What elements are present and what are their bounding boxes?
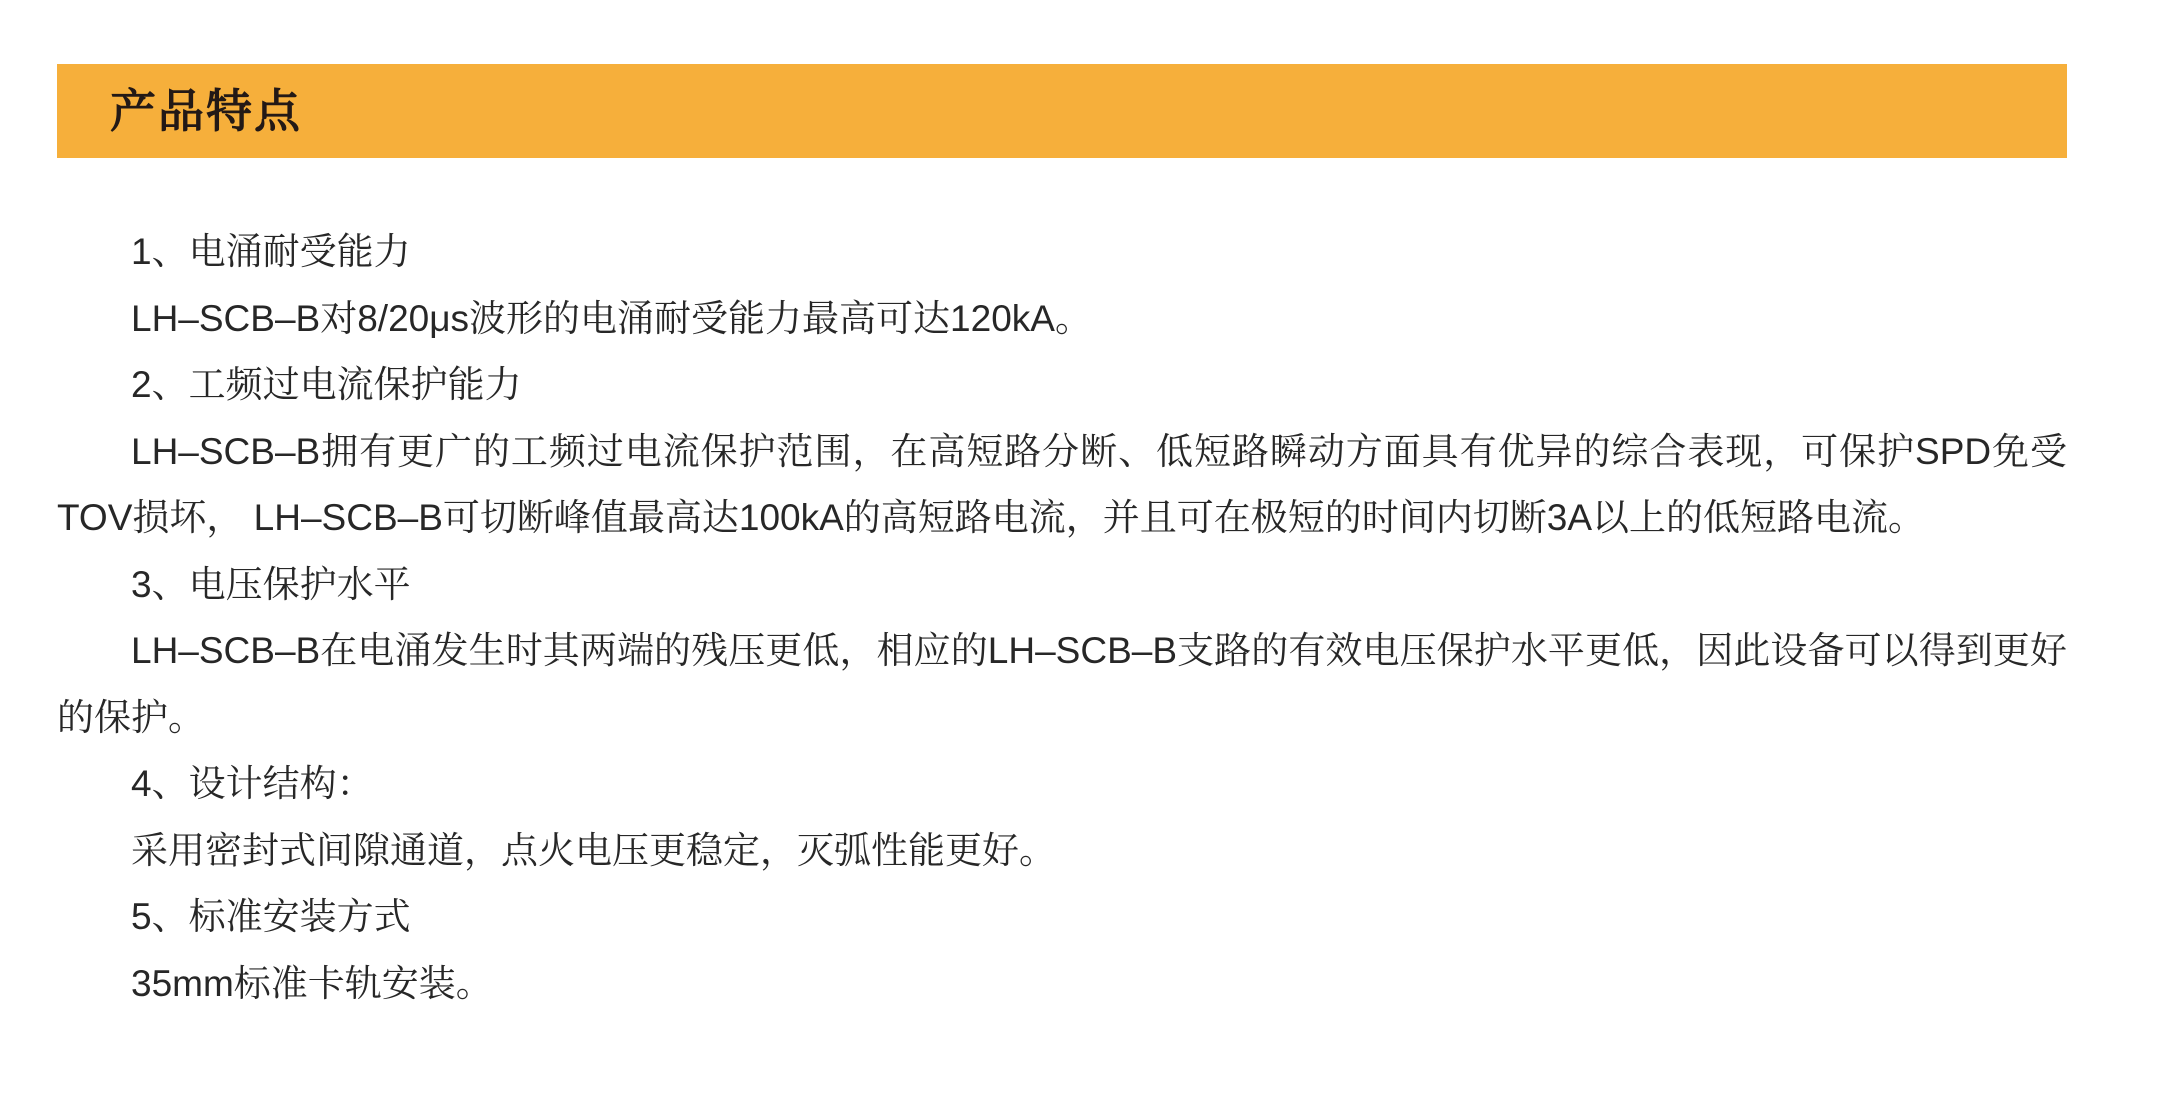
section-title: 产品特点 (110, 85, 302, 137)
feature-5-body: 35mm标准卡轨安装。 (131, 962, 493, 1004)
feature-2-heading: 2、工频过电流保护能力 (131, 364, 522, 405)
section-header-banner (57, 64, 2067, 158)
feature-4-heading: 4、设计结构： (131, 763, 374, 804)
feature-4-body: 采用密封式间隙通道，点火电压更稳定，灭弧性能更好。 (131, 829, 1056, 871)
feature-list (57, 219, 2067, 1017)
feature-2-body: LH–SCB–B拥有更广的工频过电流保护范围，在高短路分断、低短路瞬动方面具有优异的综合表现，可保护SPD免受TOV损坏， LH–SCB–B可切断峰值最高达100kA的高短路电流，并且可在极短的时间内切断3A以上的低短路电流。 (57, 430, 2067, 538)
feature-3-heading: 3、电压保护水平 (131, 563, 411, 605)
feature-1-body: LH–SCB–B对8/20μs波形的电涌耐受能力最高可达120kA。 (131, 297, 1092, 339)
feature-5-heading: 5、标准安装方式 (131, 896, 411, 937)
feature-1-heading: 1、电涌耐受能力 (131, 231, 411, 272)
feature-3-body: LH–SCB–B在电涌发生时其两端的残压更低，相应的LH–SCB–B支路的有效电压保护水平更低，因此设备可以得到更好的保护。 (57, 630, 2067, 738)
